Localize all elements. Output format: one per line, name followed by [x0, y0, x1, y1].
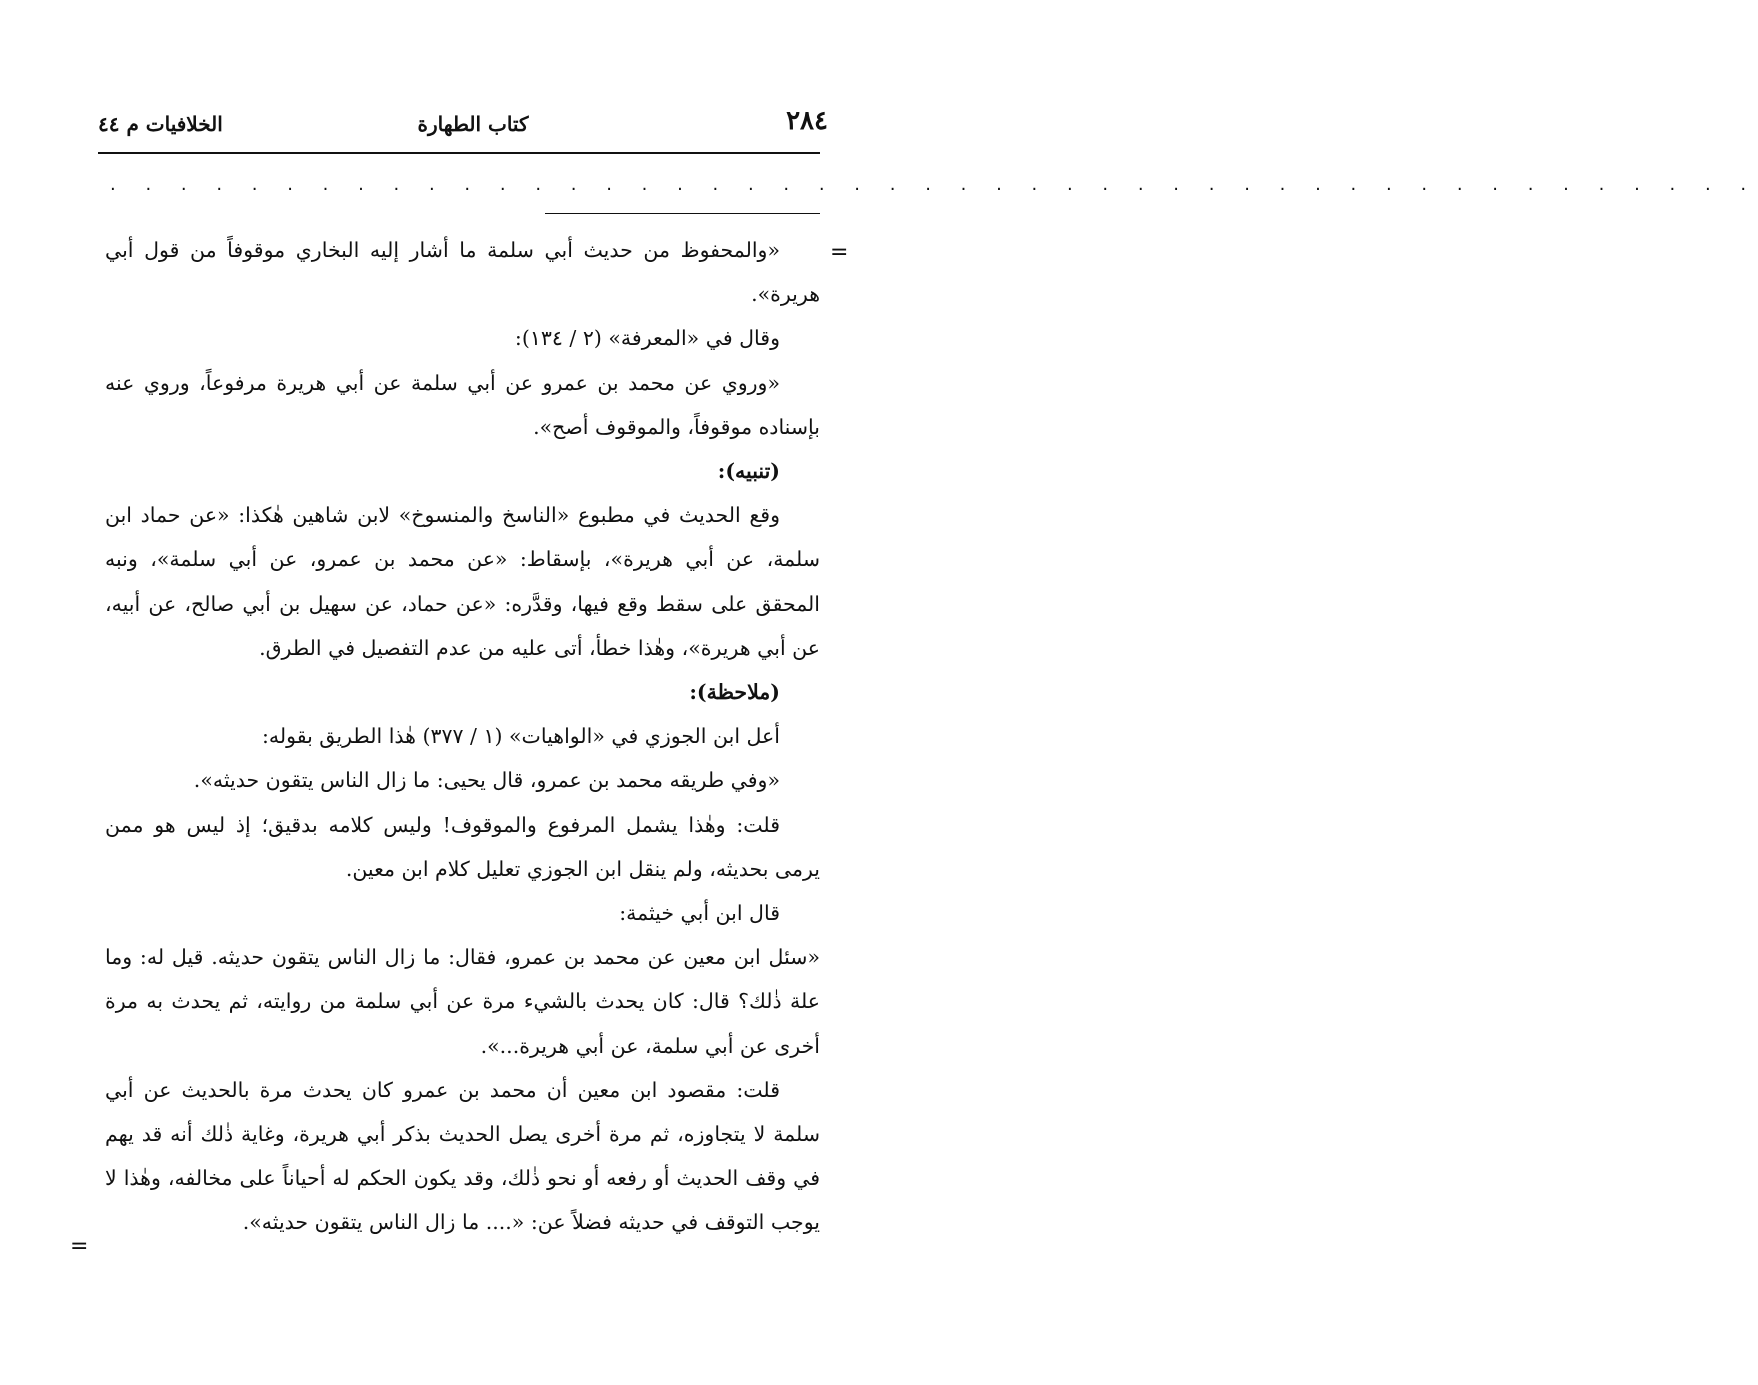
footnote-rule: [545, 213, 820, 214]
paragraph: «والمحفوظ من حديث أبي سلمة ما أشار إليه البخاري موقوفاً من قول أبي هريرة».: [105, 238, 820, 307]
continuation-mark-top: =: [830, 240, 849, 265]
note-heading: (ملاحظة):: [689, 680, 780, 705]
page-number: ٢٨٤: [786, 106, 828, 136]
paragraph: قال ابن أبي خيثمة:: [619, 901, 780, 926]
footnote-text: [105, 228, 820, 1245]
book-reference: الخلافيات م ٤٤: [98, 112, 223, 136]
chapter-title: كتاب الطهارة: [417, 112, 529, 136]
header-rule: [98, 152, 820, 154]
paragraph: «سئل ابن معين عن محمد بن عمرو، فقال: ما زال الناس يتقون حديثه. قيل له: وما علة ذٰلك؟ قال: كان يحدث بالشيء مرة عن أبي سلمة من روايته، ثم يحدث به مرة أخرى عن أبي سلمة، عن أبي هريرة...».: [105, 945, 820, 1058]
paragraph: قلت: وهٰذا يشمل المرفوع والموقوف! وليس كلامه بدقيق؛ إذ ليس هو ممن يرمى بحديثه، ولم ينقل ابن الجوزي تعليل كلام ابن معين.: [105, 812, 820, 881]
note-heading: (تنبيه):: [717, 459, 780, 484]
paragraph: «وفي طريقه محمد بن عمرو، قال يحيى: ما زال الناس يتقون حديثه».: [193, 768, 780, 793]
dotted-separator: . . . . . . . . . . . . . . . . . . . . . . . . . . . . . . . . . . . . . . . . . . . . . . .: [110, 174, 1758, 195]
paragraph: «وروي عن محمد بن عمرو عن أبي سلمة عن أبي هريرة مرفوعاً، وروي عنه بإسناده موقوفاً، والموقوف أصح».: [105, 370, 820, 439]
paragraph: أعل ابن الجوزي في «الواهيات» (١ / ٣٧٧) هٰذا الطريق بقوله:: [261, 724, 780, 749]
paragraph: وقع الحديث في مطبوع «الناسخ والمنسوخ» لابن شاهين هٰكذا: «عن حماد ابن سلمة، عن أبي هريرة»، بإسقاط: «عن محمد بن عمرو، عن أبي سلمة»، ونبه المحقق على سقط وقع فيها، وقدَّره: «عن حماد، عن سهيل بن أبي صالح، عن أبيه، عن أبي هريرة»، وهٰذا خطأ، أتى عليه من عدم التفصيل في الطرق.: [105, 503, 820, 660]
paragraph: قلت: مقصود ابن معين أن محمد بن عمرو كان يحدث مرة بالحديث عن أبي سلمة لا يتجاوزه، ثم مرة أخرى يصل الحديث بذكر أبي هريرة، وغاية ذٰلك أنه قد يهم في وقف الحديث أو رفعه أو نحو ذٰلك، وقد يكون الحكم له أحياناً على مخالفه، وهٰذا لا يوجب التوقف في حديثه فضلاً عن: «.... ما زال الناس يتقون حديثه».: [105, 1077, 820, 1235]
paragraph: وقال في «المعرفة» (٢ / ١٣٤):: [514, 326, 780, 351]
continuation-mark-bottom: =: [70, 1234, 89, 1259]
